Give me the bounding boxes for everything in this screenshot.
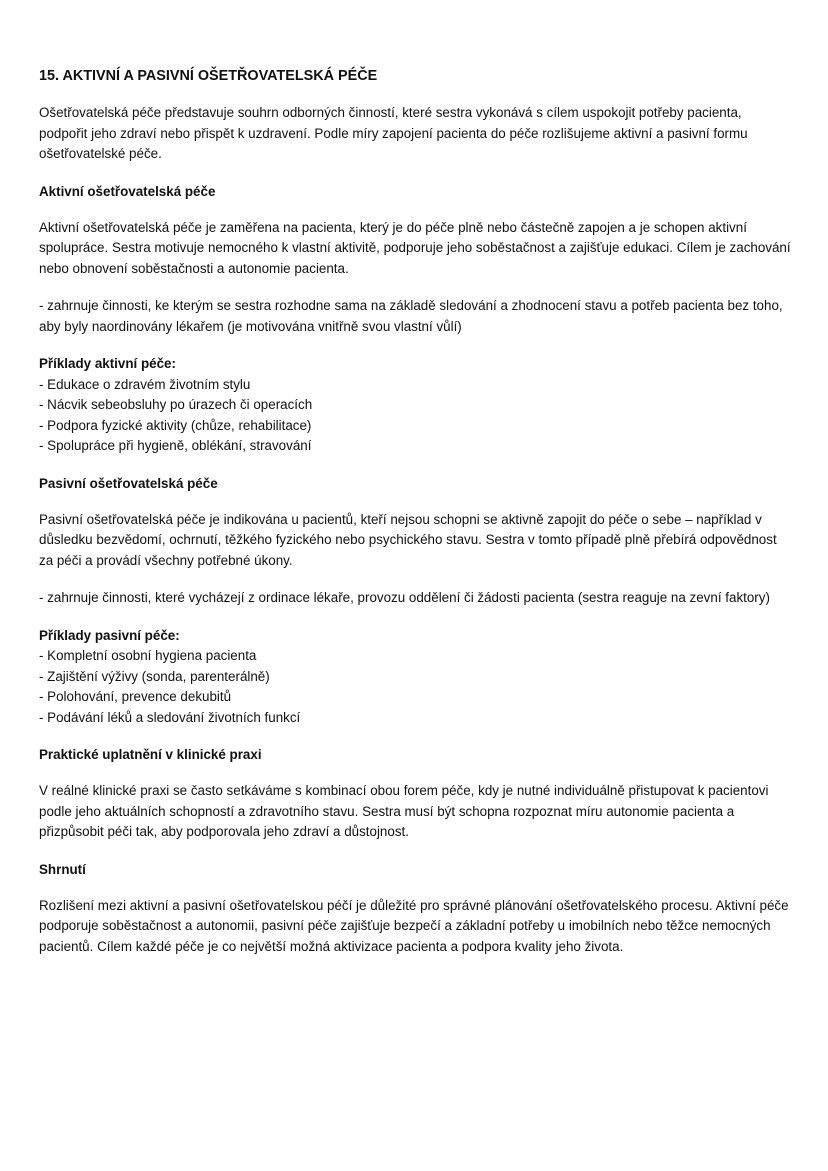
list-item: - Spolupráce při hygieně, oblékání, stravování [39,438,312,453]
active-care-paragraph: Aktivní ošetřovatelská péče je zaměřena na pacienta, který je do péče plně nebo částečně zapojen a je schopen aktivní spolupráce. Sestra motivuje nemocného k vlastní aktivitě, podporuje jeho soběstačnost a zajišťuje edukaci. Cílem je zachování nebo obnovení soběstačnosti a autonomie pacienta. [39,219,791,276]
active-care-heading: Aktivní ošetřovatelská péče [39,183,216,199]
list-item: - Polohování, prevence dekubitů [39,689,232,704]
list-item: - Podávání léků a sledování životních funkcí [39,709,301,725]
summary-heading: Shrnutí [39,861,86,877]
page-title: 15. AKTIVNÍ A PASIVNÍ OŠETŘOVATELSKÁ PÉČE [39,68,378,84]
practice-paragraph: V reálné klinické praxi se často setkáváme s kombinací obou forem péče, kdy je nutné individuálně přistupovat k pacientovi podle jeho aktuálních schopností a zdravotního stavu. Sestra musí být schopna rozpoznat míru autonomie pacienta a přizpůsobit péči tak, aby podporovala jeho zdraví a důstojnost. [39,783,769,839]
passive-care-paragraph: Pasivní ošetřovatelská péče je indikována u pacientů, kteří nejsou schopni se aktivně zapojit do péče o sebe – například v důsledku bezvědomí, ochrnutí, těžkého fyzického nebo psychického stavu. Sestra v tomto případě plně přebírá odpovědnost za péči a provádí všechny potřebné úkony. [39,511,777,568]
passive-examples-title: Příklady pasivní péče: [39,627,180,643]
active-care-note: - zahrnuje činnosti, ke kterým se sestra rozhodne sama na základě sledování a zhodnocení stavu a potřeb pacienta bez toho, aby byly naordinovány lékařem (je motivována vnitřně svou vlastní vůlí) [39,298,783,334]
intro-paragraph: Ošetřovatelská péče představuje souhrn odborných činností, které sestra vykonává s cílem uspokojit potřeby pacienta, podpořit jeho zdraví nebo přispět k uzdravení. Podle míry zapojení pacienta do péče rozlišujeme aktivní a pasivní formu ošetřovatelské péče. [39,105,748,161]
list-item: - Nácvik sebeobsluhy po úrazech či operacích [39,397,313,412]
summary-paragraph: Rozlišení mezi aktivní a pasivní ošetřovatelskou péčí je důležité pro správné plánování ošetřovatelského procesu. Aktivní péče podporuje soběstačnost a autonomii, pasivní péče zajišťuje bezpečí a základní potřeby u imobilních nebo těžce nemocných pacientů. Cílem každé péče je co největší možná aktivizace pacienta a podpora kvality jeho života. [39,897,789,954]
active-examples-title: Příklady aktivní péče: [39,356,176,371]
passive-examples-list [39,646,791,728]
list-item: - Zajištění výživy (sonda, parenterálně) [39,668,270,684]
passive-care-heading: Pasivní ošetřovatelská péče [39,475,218,491]
list-item: - Podpora fyzické aktivity (chůze, rehabilitace) [39,417,312,433]
passive-care-note: - zahrnuje činnosti, které vycházejí z ordinace lékaře, provozu oddělení či žádosti pacienta (sestra reaguje na zevní faktory) [39,590,770,605]
list-item: - Edukace o zdravém životním stylu [39,376,251,392]
document-page [39,66,791,974]
list-item: - Kompletní osobní hygiena pacienta [39,648,257,663]
practice-heading: Praktické uplatnění v klinické praxi [39,747,262,762]
active-examples-list [39,375,791,457]
